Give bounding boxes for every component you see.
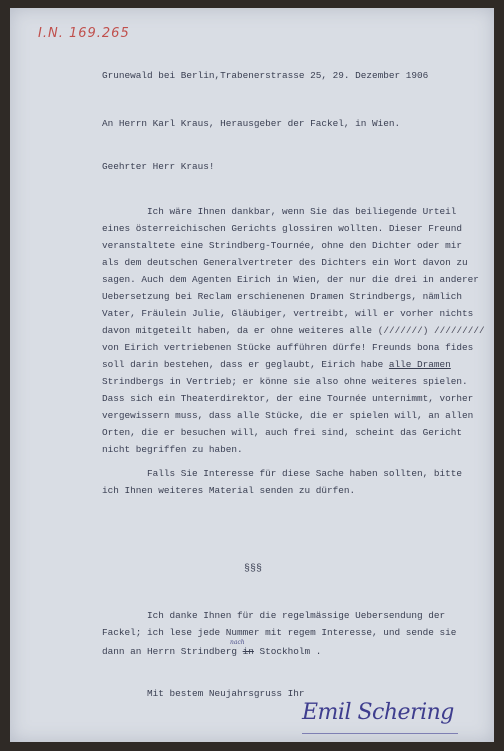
text-line: vergewissern muss, dass alle Stücke, die er spielen will, an allen (102, 410, 474, 421)
section-separator-mark: §§§ (244, 564, 263, 575)
text-line: Uebersetzung bei Reclam erschienenen Dramen Strindbergs, nämlich (102, 291, 463, 302)
text-line: Falls Sie Interesse für diese Sache haben sollten, bitte (102, 468, 463, 479)
struck-out-text: (///////) ///////// (377, 325, 485, 336)
text-line: ich Ihnen weiteres Material senden zu dürfen. (102, 485, 356, 496)
text-line: veranstaltete eine Strindberg-Tournée, ohne den Dichter oder mir (102, 240, 463, 251)
text-segment: Stockholm . (253, 646, 322, 657)
signature-flourish (302, 733, 458, 734)
text-line (102, 359, 451, 370)
archive-number: I.N. 169.265 (38, 26, 130, 41)
text-line (102, 325, 485, 336)
text-line (102, 646, 321, 657)
handwritten-insertion: nach (230, 639, 245, 646)
text-line: Dass sich ein Theaterdirektor, der eine Tournée unternimmt, vorher (102, 393, 474, 404)
text-line: als dem deutschen Generalvertreter des Dichters ein Wort davon zu (102, 257, 468, 268)
date-line: Grunewald bei Berlin,Trabenerstrasse 25, 29. Dezember 1906 (102, 70, 429, 81)
text-line: von Eirich vertriebenen Stücke aufführen dürfe! Freunds bona fides (102, 342, 474, 353)
text-segment: dann an Herrn Strindberg (102, 646, 243, 657)
letter-sheet (10, 8, 494, 742)
salutation: Geehrter Herr Kraus! (102, 161, 215, 172)
text-line: Ich wäre Ihnen dankbar, wenn Sie das beiliegende Urteil (102, 206, 457, 217)
text-line: sagen. Auch dem Agenten Eirich in Wien, der nur die drei in anderer (102, 274, 479, 285)
address-line: An Herrn Karl Kraus, Herausgeber der Fackel, in Wien. (102, 118, 401, 129)
text-line: Fackel; ich lese jede Nummer mit regem Interesse, und sende sie (102, 627, 457, 638)
text-segment: davon mitgeteilt haben, da er ohne weiteres alle (102, 325, 373, 336)
underlined-text: alle Dramen (388, 359, 451, 370)
text-line: Strindbergs in Vertrieb; er könne sie also ohne weiteres spielen. (102, 376, 468, 387)
text-line: eines österreichischen Gerichts glossiren wollten. Dieser Freund (102, 223, 463, 234)
signature: Emil Schering (302, 700, 454, 725)
text-line: Vater, Fräulein Julie, Gläubiger, vertreibt, will er vorher nichts (102, 308, 474, 319)
text-segment: soll darin bestehen, dass er geglaubt, Eirich habe (102, 359, 389, 370)
text-line: Orten, die er besuchen will, auch frei sind, scheint das Gericht (102, 427, 463, 438)
closing-line: Mit bestem Neujahrsgruss Ihr (102, 688, 305, 699)
text-line: nicht begriffen zu haben. (102, 444, 243, 455)
struck-word: in (242, 646, 254, 657)
text-line: Ich danke Ihnen für die regelmässige Uebersendung der (102, 610, 446, 621)
